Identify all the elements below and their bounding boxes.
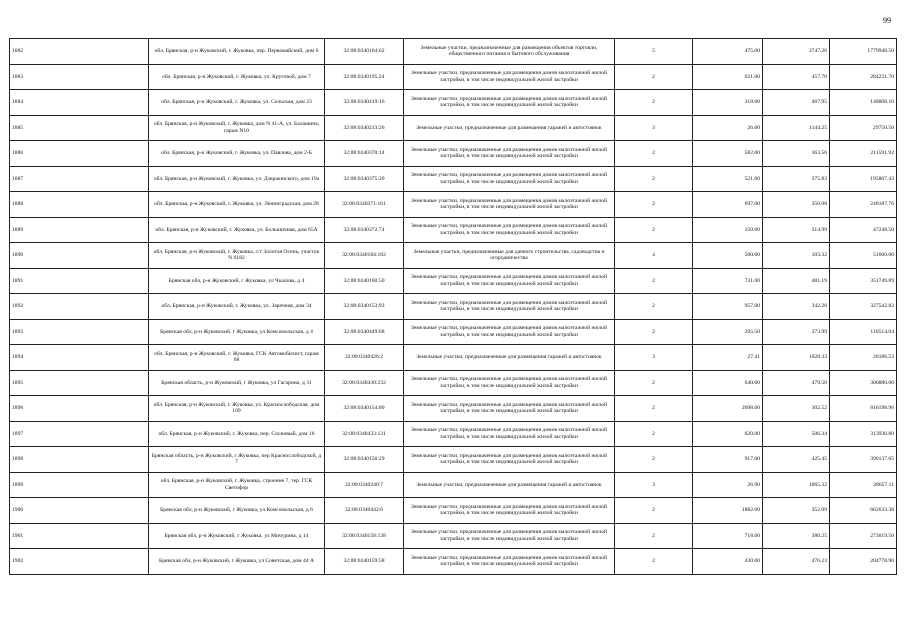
land-use-cell: Земельные участки, предназначенные для размещения домов малоэтажной жилой застройки, в том числе индивидуальной жилой застройки bbox=[404, 90, 615, 116]
table-row bbox=[10, 217, 897, 243]
address-cell: обл. Брянская, р-н Жуковский, г. Жуковка, ул. Дзержинского, дом 19а bbox=[149, 166, 325, 192]
group-code-cell: 2 bbox=[615, 421, 693, 447]
land-use-cell: Земельные участки, предназначенные для размещения объектов торговли, общественного питания и бытового обслуживания bbox=[404, 39, 615, 65]
specific-value-cell: 356.08 bbox=[763, 192, 830, 218]
table-row bbox=[10, 498, 897, 524]
cadastral-number-cell: 32:08:0340449:68 bbox=[325, 319, 404, 345]
table-row bbox=[10, 319, 897, 345]
cadastral-number-cell: 32:08:0340370:14 bbox=[325, 141, 404, 167]
cadastral-number-cell: 32:08:0340159:58 bbox=[325, 549, 404, 575]
cadastral-value-table bbox=[9, 38, 897, 575]
cadastral-value-cell: 284231.70 bbox=[830, 64, 897, 90]
row-number-cell: 1897 bbox=[10, 421, 149, 447]
land-use-cell: Земельные участки, предназначенные для размещения домов малоэтажной жилой застройки, в том числе индивидуальной жилой застройки bbox=[404, 498, 615, 524]
specific-value-cell: 1028.33 bbox=[763, 345, 830, 371]
table-row bbox=[10, 141, 897, 167]
row-number-cell: 1894 bbox=[10, 345, 149, 371]
table-row bbox=[10, 549, 897, 575]
cadastral-value-cell: 313930.80 bbox=[830, 421, 897, 447]
group-code-cell: 2 bbox=[615, 192, 693, 218]
specific-value-cell: 375.83 bbox=[763, 166, 830, 192]
table-row bbox=[10, 268, 897, 294]
area-cell: 582.00 bbox=[693, 141, 763, 167]
cadastral-number-cell: 32:08:0340442:6 bbox=[325, 498, 404, 524]
page-number: 99 bbox=[883, 16, 891, 25]
cadastral-number-cell: 32:08:0340184:182 bbox=[325, 243, 404, 269]
cadastral-number-cell: 32:08:0340430:232 bbox=[325, 370, 404, 396]
cadastral-value-cell: 662633.38 bbox=[830, 498, 897, 524]
cadastral-value-cell: 28186.53 bbox=[830, 345, 897, 371]
area-cell: 620.00 bbox=[693, 421, 763, 447]
cadastral-number-cell: 32:08:0340433:131 bbox=[325, 421, 404, 447]
specific-value-cell: 1065.32 bbox=[763, 472, 830, 498]
table-row bbox=[10, 39, 897, 65]
group-code-cell: 2 bbox=[615, 64, 693, 90]
area-cell: 430.00 bbox=[693, 549, 763, 575]
table-row bbox=[10, 166, 897, 192]
row-number-cell: 1900 bbox=[10, 498, 149, 524]
cadastral-value-cell: 47248.50 bbox=[830, 217, 897, 243]
cadastral-value-cell: 306880.00 bbox=[830, 370, 897, 396]
table-row bbox=[10, 472, 897, 498]
cadastral-number-cell: 32:08:0340240:7 bbox=[325, 472, 404, 498]
row-number-cell: 1893 bbox=[10, 319, 149, 345]
group-code-cell: 4 bbox=[615, 243, 693, 269]
area-cell: 917.00 bbox=[693, 447, 763, 473]
area-cell: 2698.00 bbox=[693, 396, 763, 422]
land-use-cell: Земельные участки, предназначенные для размещения домов малоэтажной жилой застройки, в том числе индивидуальной жилой застройки bbox=[404, 192, 615, 218]
table-row bbox=[10, 345, 897, 371]
row-number-cell: 1884 bbox=[10, 90, 149, 116]
address-cell: Брянская обл, р-н Жуковский, г Жуковка, ул Мичурина, д 14 bbox=[149, 523, 325, 549]
address-cell: обл. Брянская, р-н Жуковский, г. Жуковка, пер. Сосновый, дом 16 bbox=[149, 421, 325, 447]
cadastral-number-cell: 32:08:0340156:29 bbox=[325, 447, 404, 473]
cadastral-number-cell: 32:08:0340154:80 bbox=[325, 396, 404, 422]
cadastral-value-cell: 110514.04 bbox=[830, 319, 897, 345]
area-cell: 26.90 bbox=[693, 472, 763, 498]
land-use-cell: Земельные участки, предназначенные для размещения домов малоэтажной жилой застройки, в том числе индивидуальной жилой застройки bbox=[404, 294, 615, 320]
row-number-cell: 1886 bbox=[10, 141, 149, 167]
group-code-cell: 3 bbox=[615, 472, 693, 498]
address-cell: обл. Брянская, р-н Жуковский, г. Жуковка, ул. Заречная, дом 34 bbox=[149, 294, 325, 320]
address-cell: Брянская обл, р-н Жуковский, г Жуковка, ул Советская, дом 44 А bbox=[149, 549, 325, 575]
land-use-cell: Земельные участки, предназначенные для размещения домов малоэтажной жилой застройки, в том числе индивидуальной жилой застройки bbox=[404, 217, 615, 243]
area-cell: 27.41 bbox=[693, 345, 763, 371]
group-code-cell: 2 bbox=[615, 268, 693, 294]
cadastral-number-cell: 32:08:0340160:50 bbox=[325, 268, 404, 294]
land-use-cell: Земельные участки, предназначенные для размещения домов малоэтажной жилой застройки, в том числе индивидуальной жилой застройки bbox=[404, 64, 615, 90]
specific-value-cell: 467.95 bbox=[763, 90, 830, 116]
row-number-cell: 1892 bbox=[10, 294, 149, 320]
cadastral-value-cell: 390137.65 bbox=[830, 447, 897, 473]
cadastral-value-cell: 816198.96 bbox=[830, 396, 897, 422]
row-number-cell: 1895 bbox=[10, 370, 149, 396]
specific-value-cell: 352.09 bbox=[763, 498, 830, 524]
table-row bbox=[10, 294, 897, 320]
group-code-cell: 2 bbox=[615, 90, 693, 116]
group-code-cell: 2 bbox=[615, 294, 693, 320]
land-use-cell: Земельные участки, предназначенные для размещения гаражей и автостоянок bbox=[404, 472, 615, 498]
group-code-cell: 2 bbox=[615, 319, 693, 345]
address-cell: Брянская обл, р-н Жуковский, г Жуковка, ул Комсомольская, д 6 bbox=[149, 498, 325, 524]
specific-value-cell: 302.52 bbox=[763, 396, 830, 422]
address-cell: Брянская область, р-н Жуковский, г Жуковка, ул Гагарина, д 31 bbox=[149, 370, 325, 396]
specific-value-cell: 457.70 bbox=[763, 64, 830, 90]
specific-value-cell: 481.19 bbox=[763, 268, 830, 294]
row-number-cell: 1898 bbox=[10, 447, 149, 473]
area-cell: 475.00 bbox=[693, 39, 763, 65]
specific-value-cell: 3747.26 bbox=[763, 39, 830, 65]
group-code-cell: 3 bbox=[615, 345, 693, 371]
address-cell: обл. Брянская, р-н Жуковский, г. Жуковка, ул. Павлова, дом 2-Б bbox=[149, 141, 325, 167]
cadastral-value-cell: 248187.76 bbox=[830, 192, 897, 218]
group-code-cell: 2 bbox=[615, 396, 693, 422]
address-cell: обл. Брянская, р-н Жуковский, г. Жуковка, ул. Большичная, дом 65А bbox=[149, 217, 325, 243]
land-use-cell: Земельные участки, предназначенные для размещения домов малоэтажной жилой застройки, в том числе индивидуальной жилой застройки bbox=[404, 141, 615, 167]
specific-value-cell: 479.50 bbox=[763, 370, 830, 396]
cadastral-number-cell: 32:08:0340195:24 bbox=[325, 64, 404, 90]
address-cell: Брянская область, р-н Жуковский, г Жуковка, пер Краснослободской, д 7 bbox=[149, 447, 325, 473]
table-row bbox=[10, 115, 897, 141]
address-cell: обл. Брянская, р-н Жуковский, г. Жуковка, ул. Краснослободская, дом 109 bbox=[149, 396, 325, 422]
cadastral-value-cell: 1779948.50 bbox=[830, 39, 897, 65]
group-code-cell: 3 bbox=[615, 115, 693, 141]
row-number-cell: 1889 bbox=[10, 217, 149, 243]
address-cell: обл. Брянская, р-н Жуковский, г. Жуковка, ул. Ленинградская, дом 28 bbox=[149, 192, 325, 218]
row-number-cell: 1887 bbox=[10, 166, 149, 192]
group-code-cell: 2 bbox=[615, 370, 693, 396]
cadastral-number-cell: 32:08:0340164:62 bbox=[325, 39, 404, 65]
area-cell: 640.00 bbox=[693, 370, 763, 396]
cadastral-value-cell: 273019.50 bbox=[830, 523, 897, 549]
area-cell: 697.00 bbox=[693, 192, 763, 218]
specific-value-cell: 342.26 bbox=[763, 294, 830, 320]
specific-value-cell: 1144.25 bbox=[763, 115, 830, 141]
table-row bbox=[10, 447, 897, 473]
table-row bbox=[10, 243, 897, 269]
group-code-cell: 2 bbox=[615, 141, 693, 167]
area-cell: 500.00 bbox=[693, 243, 763, 269]
address-cell: обл. Брянская, р-н Жуковский, г. Жуковка, с/т Золотая Осень, участок N 0182 bbox=[149, 243, 325, 269]
specific-value-cell: 425.45 bbox=[763, 447, 830, 473]
table-row bbox=[10, 192, 897, 218]
specific-value-cell: 314.99 bbox=[763, 217, 830, 243]
address-cell: Брянская обл, р-н Жуковский, г Жуковка, ул Чкалова, д 4 bbox=[149, 268, 325, 294]
area-cell: 521.00 bbox=[693, 166, 763, 192]
row-number-cell: 1896 bbox=[10, 396, 149, 422]
cadastral-number-cell: 32:08:0340375:20 bbox=[325, 166, 404, 192]
group-code-cell: 2 bbox=[615, 523, 693, 549]
row-number-cell: 1890 bbox=[10, 243, 149, 269]
cadastral-value-cell: 204778.90 bbox=[830, 549, 897, 575]
land-use-cell: Земельные участки, предназначенные для дачного строительства, садоводства и огородничества bbox=[404, 243, 615, 269]
area-cell: 150.00 bbox=[693, 217, 763, 243]
address-cell: обл. Брянская, р-н Жуковский, г. Жуковка, дом N 41-А, ул. Балашина, гараж N10 bbox=[149, 115, 325, 141]
group-code-cell: 2 bbox=[615, 447, 693, 473]
specific-value-cell: 103.32 bbox=[763, 243, 830, 269]
land-use-cell: Земельные участки, предназначенные для размещения домов малоэтажной жилой застройки, в том числе индивидуальной жилой застройки bbox=[404, 523, 615, 549]
group-code-cell: 2 bbox=[615, 549, 693, 575]
table-row bbox=[10, 370, 897, 396]
table-row bbox=[10, 421, 897, 447]
specific-value-cell: 373.99 bbox=[763, 319, 830, 345]
group-code-cell: 5 bbox=[615, 39, 693, 65]
land-use-cell: Земельные участки, предназначенные для размещения домов малоэтажной жилой застройки, в том числе индивидуальной жилой застройки bbox=[404, 319, 615, 345]
table-row bbox=[10, 64, 897, 90]
row-number-cell: 1888 bbox=[10, 192, 149, 218]
cadastral-number-cell: 32:08:0340153:93 bbox=[325, 294, 404, 320]
cadastral-number-cell: 32:08:0340371:161 bbox=[325, 192, 404, 218]
address-cell: обл. Брянская, р-н Жуковский, г. Жуковка, строение 7, тер. ГСК Светофор bbox=[149, 472, 325, 498]
cadastral-number-cell: 32:08:0340213:26 bbox=[325, 115, 404, 141]
cadastral-number-cell: 32:08:0340426:2 bbox=[325, 345, 404, 371]
area-cell: 621.00 bbox=[693, 64, 763, 90]
row-number-cell: 1899 bbox=[10, 472, 149, 498]
group-code-cell: 2 bbox=[615, 166, 693, 192]
row-number-cell: 1901 bbox=[10, 523, 149, 549]
cadastral-value-cell: 211591.92 bbox=[830, 141, 897, 167]
specific-value-cell: 476.23 bbox=[763, 549, 830, 575]
land-use-cell: Земельные участки, предназначенные для размещения домов малоэтажной жилой застройки, в том числе индивидуальной жилой застройки bbox=[404, 396, 615, 422]
land-use-cell: Земельные участки, предназначенные для размещения домов малоэтажной жилой застройки, в том числе индивидуальной жилой застройки bbox=[404, 421, 615, 447]
area-cell: 718.00 bbox=[693, 523, 763, 549]
row-number-cell: 1891 bbox=[10, 268, 149, 294]
cadastral-number-cell: 32:08:0340158:138 bbox=[325, 523, 404, 549]
group-code-cell: 2 bbox=[615, 498, 693, 524]
cadastral-value-cell: 351749.89 bbox=[830, 268, 897, 294]
land-use-cell: Земельные участки, предназначенные для размещения гаражей и автостоянок bbox=[404, 115, 615, 141]
address-cell: обл. Брянская, р-н Жуковский, г. Жуковка, ул. Сельская, дом 23 bbox=[149, 90, 325, 116]
row-number-cell: 1882 bbox=[10, 39, 149, 65]
land-use-cell: Земельные участки, предназначенные для размещения домов малоэтажной жилой застройки, в том числе индивидуальной жилой застройки bbox=[404, 370, 615, 396]
cadastral-value-cell: 195807.43 bbox=[830, 166, 897, 192]
area-cell: 26.00 bbox=[693, 115, 763, 141]
row-number-cell: 1883 bbox=[10, 64, 149, 90]
specific-value-cell: 506.34 bbox=[763, 421, 830, 447]
table-row bbox=[10, 396, 897, 422]
table-row bbox=[10, 523, 897, 549]
address-cell: обл. Брянская, р-н Жуковский, г. Жуковка, ГСК Автомобилист, гараж 68 bbox=[149, 345, 325, 371]
area-cell: 957.00 bbox=[693, 294, 763, 320]
specific-value-cell: 380.25 bbox=[763, 523, 830, 549]
cadastral-value-cell: 327542.82 bbox=[830, 294, 897, 320]
area-cell: 1882.00 bbox=[693, 498, 763, 524]
cadastral-number-cell: 32:08:0340372:74 bbox=[325, 217, 404, 243]
row-number-cell: 1885 bbox=[10, 115, 149, 141]
land-use-cell: Земельные участки, предназначенные для размещения домов малоэтажной жилой застройки, в том числе индивидуальной жилой застройки bbox=[404, 268, 615, 294]
address-cell: Брянская обл, р-н Жуковский, г Жуковка, ул Комсомольская, д 4 bbox=[149, 319, 325, 345]
cadastral-value-cell: 148808.10 bbox=[830, 90, 897, 116]
cadastral-number-cell: 32:08:0340419:16 bbox=[325, 90, 404, 116]
land-use-cell: Земельные участки, предназначенные для размещения гаражей и автостоянок bbox=[404, 345, 615, 371]
specific-value-cell: 363.56 bbox=[763, 141, 830, 167]
table-row bbox=[10, 90, 897, 116]
cadastral-value-cell: 28657.11 bbox=[830, 472, 897, 498]
area-cell: 731.00 bbox=[693, 268, 763, 294]
address-cell: обл. Брянская, р-н Жуковский, г. Жуковка, пер. Первомайский, дом 6 bbox=[149, 39, 325, 65]
land-use-cell: Земельные участки, предназначенные для размещения домов малоэтажной жилой застройки, в том числе индивидуальной жилой застройки bbox=[404, 549, 615, 575]
cadastral-value-cell: 29750.50 bbox=[830, 115, 897, 141]
land-use-cell: Земельные участки, предназначенные для размещения домов малоэтажной жилой застройки, в том числе индивидуальной жилой застройки bbox=[404, 166, 615, 192]
address-cell: обл. Брянская, р-н Жуковский, г. Жуковка, ул. Круговой, дом 7 bbox=[149, 64, 325, 90]
row-number-cell: 1902 bbox=[10, 549, 149, 575]
land-use-cell: Земельные участки, предназначенные для размещения домов малоэтажной жилой застройки, в том числе индивидуальной жилой застройки bbox=[404, 447, 615, 473]
group-code-cell: 2 bbox=[615, 217, 693, 243]
cadastral-value-cell: 51660.00 bbox=[830, 243, 897, 269]
area-cell: 295.50 bbox=[693, 319, 763, 345]
area-cell: 318.00 bbox=[693, 90, 763, 116]
